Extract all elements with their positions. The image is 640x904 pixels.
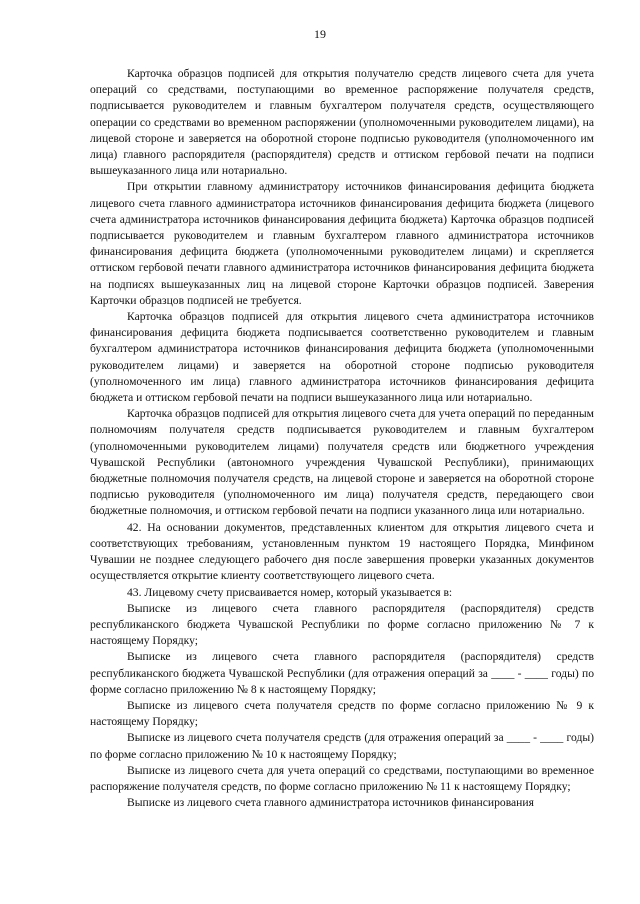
paragraph: Выписке из лицевого счета главного администратора источников финансирования	[127, 796, 534, 810]
paragraph: Карточка образцов подписей для открытия лицевого счета для учета операций по переданным полномочиям получателя средств подписывается руководителем и главным бухгалтером (уполномоченными руководителем лицами) получателя средств или бюджетного учреждения Чувашской Республики (автономного учреждения Чувашской Республики), принимающих бюджетные полномочия получателя средств, на лицевой стороне и заверяется на оборотной стороне подписью руководителя (уполномоченного им лица) получателя средств, передающего свои бюджетные полномочия, и оттиском гербовой печати на подписи указанного лица или нотариально.	[90, 407, 594, 518]
paragraph: Выписке из лицевого счета получателя средств по форме согласно приложению № 9 к настоящему Порядку;	[90, 698, 594, 729]
paragraph: Выписке из лицевого счета получателя средств (для отражения операций за ____ - ____ годы) по форме согласно приложению № 10 к настоящему Порядку;	[90, 731, 594, 761]
document-body	[90, 66, 594, 811]
paragraph: Карточка образцов подписей для открытия лицевого счета администратора источников финансирования дефицита бюджета подписывается соответственно руководителем и главным бухгалтером администратора источников финансирования дефицита бюджета (уполномоченными руководителем лицами) и заверяется на оборотной стороне подписью руководителя (уполномоченного им лица) главного администратора источников финансирования дефицита бюджета и оттиском гербовой печати на подписи вышеуказанного лица или нотариально.	[90, 310, 594, 405]
paragraph: Выписке из лицевого счета главного распорядителя (распорядителя) средств республиканского бюджета Чувашской Республики (для отражения операций за ____ - ____ годы) по форме согласно приложению № 8 к настоящему Порядку;	[90, 650, 594, 696]
paragraph: Выписке из лицевого счета для учета операций со средствами, поступающими во временное распоряжение получателя средств, по форме согласно приложению № 11 к настоящему Порядку;	[90, 763, 594, 793]
paragraph: При открытии главному администратору источников финансирования дефицита бюджета лицевого счета главного администратора источников финансирования дефицита бюджета (лицевого счета администратора источников финансирования дефицита бюджета) Карточка образцов подписей подписывается руководителем и главным бухгалтером главного администратора источников финансирования дефицита бюджета (уполномоченными руководителем лицами) и скрепляется оттиском гербовой печати главного администратора источников финансирования дефицита бюджета на подписях вышеуказанных лиц на лицевой стороне Карточки образцов подписей. Заверения Карточки образцов подписей не требуется.	[90, 180, 594, 307]
paragraph: 42. На основании документов, представленных клиентом для открытия лицевого счета и соответствующих требованиям, установленным пунктом 19 настоящего Порядка, Минфином Чувашии не позднее следующего рабочего дня после завершения проверки указанных документов осуществляется открытие клиенту соответствующего лицевого счета.	[90, 520, 594, 583]
paragraph: 43. Лицевому счету присваивается номер, который указывается в:	[127, 585, 453, 599]
page-number: 19	[314, 27, 326, 41]
paragraph: Выписке из лицевого счета главного распорядителя (распорядителя) средств республиканского бюджета Чувашской Республики по форме согласно приложению № 7 к настоящему Порядку;	[90, 601, 594, 648]
paragraph: Карточка образцов подписей для открытия получателю средств лицевого счета для учета операций со средствами, поступающими во временное распоряжение получателя средств, подписывается руководителем и главным бухгалтером получателя средств, осуществляющего операции со средствами во временном распоряжении (уполномоченными руководителем лицами), на лицевой стороне и заверяется на оборотной стороне подписью руководителя (уполномоченного им лица) главного распорядителя (распорядителя) средств и оттиском гербовой печати на подписи вышеуказанного лица или нотариально.	[90, 67, 594, 178]
